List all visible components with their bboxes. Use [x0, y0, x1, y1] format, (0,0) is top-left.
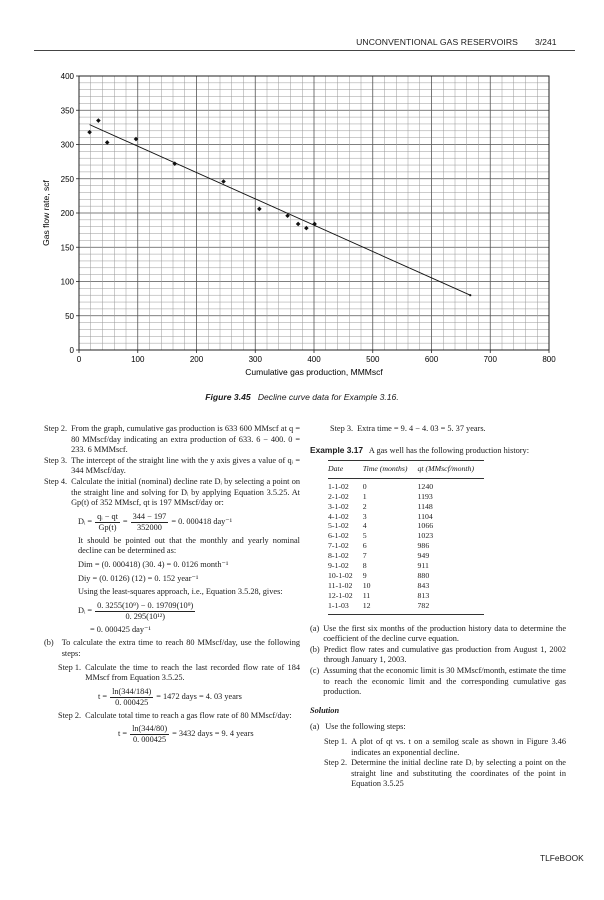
table-cell: 0: [362, 481, 367, 491]
chart-grid: [79, 76, 549, 350]
footer-watermark: TLFeBOOK: [540, 853, 584, 863]
table-cell: 10: [362, 580, 371, 590]
table-cell: 12: [363, 601, 418, 614]
x-axis-label: Cumulative gas production, MMMscf: [245, 367, 383, 377]
trend-line: [90, 125, 471, 296]
eq-lhs: t =: [98, 691, 108, 701]
y-tick-label: 300: [60, 140, 74, 150]
eq-denominator: 352000: [137, 522, 162, 532]
figure-caption: [0, 392, 604, 402]
step-label: Step 2.: [44, 424, 68, 433]
eq-denominator: 0. 295(10¹²): [125, 611, 165, 621]
eq-lhs: Dᵢ =: [78, 605, 93, 615]
column-header: qt (MMscf/month): [418, 461, 485, 479]
step-2: [44, 424, 300, 456]
x-tick-label: 100: [131, 355, 145, 364]
y-tick-label: 250: [60, 174, 74, 184]
eq-equals: =: [122, 516, 128, 526]
step-label: Step 1.: [58, 662, 82, 672]
part-text: Assuming that the economic limit is 30 MMscf/month, estimate the time to reach the economic limit and the corresponding cumulative gas production.: [323, 665, 566, 697]
table-cell: 3: [362, 511, 367, 521]
table-cell: 11: [362, 590, 371, 600]
eq-numerator: 344 − 197: [132, 511, 167, 521]
x-tick-label: 500: [366, 355, 380, 364]
table-row: [328, 541, 484, 551]
example-intro: [310, 445, 566, 457]
x-tick-label: 0: [76, 355, 82, 364]
x-tick-label: 300: [248, 355, 262, 364]
running-header-title: UNCONVENTIONAL GAS RESERVOIRS: [356, 37, 518, 47]
x-tick-label: 600: [424, 355, 439, 364]
step-text: From the graph, cumulative gas production is 633 600 MMscf at q = 80 MMscf/day indicating an extra production of 633. 6 − 400. 0 = 233. 6 MMMscf.: [71, 424, 300, 455]
table-cell: 949: [417, 551, 430, 561]
table-cell: 6: [362, 541, 367, 551]
equation-decline-rate: [78, 512, 300, 533]
equation-time-184: [58, 687, 300, 708]
table-cell: 2: [362, 501, 367, 511]
y-axis-label: Gas flow rate, scf: [41, 180, 51, 246]
table-cell: 9: [362, 570, 367, 580]
chart-marks: [87, 118, 471, 296]
table-row: [328, 551, 484, 561]
table-cell: 9-1-02: [328, 561, 349, 571]
table-cell: 3-1-02: [328, 501, 349, 511]
column-header: Date: [328, 461, 363, 479]
part-b: [44, 638, 300, 659]
chart-tick-labels: [61, 72, 557, 364]
table-row: [328, 478, 484, 491]
table-cell: 1148: [417, 501, 433, 511]
table-row: [328, 512, 484, 522]
step-3-extra-time: [310, 424, 566, 435]
data-point: [105, 140, 110, 145]
part-text: Use the first six months of the production history data to determine the coefficient of the decline curve equation.: [323, 623, 566, 644]
equation-result: = 0. 000425 day⁻¹: [90, 624, 151, 634]
table-row: [328, 531, 484, 541]
eq-numerator: qᵢ − qt: [97, 511, 118, 521]
table-cell: 1066: [417, 521, 434, 531]
solution-step-1: [324, 737, 566, 758]
step-label: Step 2.: [58, 710, 82, 720]
chart-axes: [76, 76, 549, 353]
table-cell: 7: [362, 551, 367, 561]
data-point: [96, 118, 101, 123]
question-c: [310, 666, 566, 698]
decline-curve-chart: [40, 66, 564, 386]
part-text: Use the following steps:: [325, 722, 406, 732]
left-column: [44, 424, 300, 748]
table-cell: 911: [417, 561, 429, 571]
table-row: [328, 591, 484, 601]
eq-rhs: = 1472 days = 4. 03 years: [156, 691, 242, 701]
eq-rhs: = 3432 days = 9. 4 years: [172, 729, 254, 739]
table-row: [328, 561, 484, 571]
b-step-1: [58, 663, 300, 684]
table-cell: 1240: [417, 481, 434, 491]
x-tick-label: 800: [542, 355, 556, 364]
step-text: A plot of qt vs. t on a semilog scale as shown in Figure 3.46 indicates an exponential decline.: [351, 736, 566, 757]
y-tick-label: 0: [69, 346, 74, 355]
table-cell: 986: [417, 541, 430, 551]
table-cell: 5: [362, 531, 367, 541]
step-text: Extra time = 9. 4 − 4. 03 = 5. 37 years.: [357, 424, 486, 433]
eq-lhs: Dᵢ =: [78, 516, 93, 526]
table-cell: 4-1-02: [328, 511, 349, 521]
figure-caption-text: Decline curve data for Example 3.16.: [257, 392, 399, 402]
right-column: [310, 424, 566, 790]
step-label: Step 4.: [44, 476, 68, 486]
x-tick-label: 400: [307, 355, 321, 364]
figure-label: Figure 3.45: [205, 392, 251, 402]
table-cell: 11-1-02: [328, 580, 353, 590]
page-number: 3/241: [535, 37, 557, 47]
table-cell: 4: [362, 521, 367, 531]
step-label: Step 3.: [44, 455, 68, 465]
equation-yearly-decline: Diy = (0. 0126) (12) = 0. 152 year⁻¹: [78, 573, 199, 583]
eq-denominator: Gp(t): [98, 522, 117, 532]
eq-lhs: t =: [118, 729, 128, 739]
table-cell: 8: [362, 561, 367, 571]
eq-rhs: = 0. 000418 day⁻¹: [171, 516, 233, 526]
eq-numerator: 0. 3255(10⁹) − 0. 19709(10⁹): [97, 600, 194, 610]
solution-a: [310, 722, 566, 733]
table-row: [328, 521, 484, 531]
table-cell: 6-1-02: [328, 531, 349, 541]
y-tick-label: 400: [60, 72, 74, 81]
table-header-row: [328, 461, 484, 479]
paragraph: Using the least-squares approach, i.e., Equation 3.5.28, gives:: [78, 587, 283, 597]
y-tick-label: 100: [60, 277, 74, 287]
step-label: Step 1.: [324, 736, 348, 746]
step-3: [44, 456, 300, 477]
trend-line-end: [469, 294, 471, 296]
question-b: [310, 645, 566, 666]
step-text: The intercept of the straight line with the y axis gives a value of qᵢ = 344 MMscf/day.: [71, 455, 300, 476]
table-cell: 1: [362, 491, 367, 501]
table-row: [328, 581, 484, 591]
step-label: Step 2.: [324, 758, 348, 768]
part-text: Predict flow rates and cumulative gas production from August 1, 2002 through January 1, 2003.: [323, 644, 566, 665]
part-label: (b): [44, 638, 54, 648]
part-label: (a): [310, 623, 320, 633]
data-point: [296, 222, 301, 227]
table-cell: 5-1-02: [328, 521, 349, 531]
table-cell: 1193: [417, 491, 433, 501]
table-cell: 1023: [417, 531, 434, 541]
table-cell: 12-1-02: [328, 590, 353, 600]
part-label: (c): [310, 665, 320, 675]
y-tick-label: 150: [60, 243, 74, 253]
part-label: (b): [310, 644, 320, 654]
table-cell: 1-1-02: [328, 481, 349, 491]
x-tick-label: 700: [483, 355, 497, 364]
table-cell: 8-1-02: [328, 551, 349, 561]
table-cell: 10-1-02: [328, 570, 353, 580]
table-cell: 1104: [417, 511, 433, 521]
table-row: [328, 502, 484, 512]
step-text: Calculate the initial (nominal) decline rate Dᵢ by selecting a point on the straight line and solving for Dᵢ by applying Equation 3.5.25. At Gp(t) of 352 MMscf, qt is 197 MMscf/day or:: [71, 476, 300, 508]
equation-time-80: [58, 724, 300, 745]
header-rule: [34, 50, 575, 51]
paragraph: It should be pointed out that the monthly and yearly nominal decline can be determined as:: [78, 535, 300, 556]
table-cell: 782: [418, 601, 485, 614]
data-point: [221, 179, 226, 184]
y-tick-label: 200: [60, 209, 74, 218]
step-text: Determine the initial decline rate Dᵢ by selecting a point on the straight line and substituting the coordinates of the point in Equation 3.5.25: [351, 758, 566, 789]
table-cell: 843: [417, 580, 430, 590]
table-row: [328, 492, 484, 502]
equation-monthly-decline: Dim = (0. 000418) (30. 4) = 0. 0126 month⁻¹: [78, 559, 229, 569]
column-header: Time (months): [363, 461, 418, 479]
eq-numerator: ln(344/80): [132, 724, 168, 734]
part-label: (a): [310, 722, 320, 732]
equation-least-squares: [78, 601, 300, 622]
solution-step-2: [324, 758, 566, 790]
step-text: Calculate the time to reach the last recorded flow rate of 184 MMscf from Equation 3.5.25.: [85, 662, 300, 683]
part-text: To calculate the extra time to reach 80 MMscf/day, use the following steps:: [61, 638, 300, 658]
step-label: Step 3.: [330, 424, 354, 433]
x-tick-label: 200: [189, 355, 204, 364]
question-a: [310, 624, 566, 645]
table-cell: 2-1-02: [328, 491, 349, 501]
example-label: Example 3.17: [310, 444, 364, 455]
example-text: A gas well has the following production history:: [368, 445, 530, 455]
b-step-2: [58, 711, 300, 722]
eq-numerator: ln(344/184): [112, 686, 152, 696]
table-row: [328, 601, 484, 614]
y-tick-label: 50: [65, 311, 74, 321]
step-4: [44, 477, 300, 509]
table-cell: 880: [417, 570, 430, 580]
table-cell: 813: [417, 590, 430, 600]
table-cell: 1-1-03: [328, 601, 363, 614]
table-row: [328, 571, 484, 581]
y-tick-label: 350: [60, 106, 74, 116]
eq-denominator: 0. 000425: [132, 735, 167, 745]
step-text: Calculate total time to reach a gas flow rate of 80 MMscf/day:: [85, 710, 292, 720]
solution-heading: Solution: [310, 705, 340, 715]
data-point: [257, 207, 262, 212]
eq-denominator: 0. 000425: [115, 697, 149, 707]
table-cell: 7-1-02: [328, 541, 349, 551]
production-history-table: [328, 460, 484, 614]
